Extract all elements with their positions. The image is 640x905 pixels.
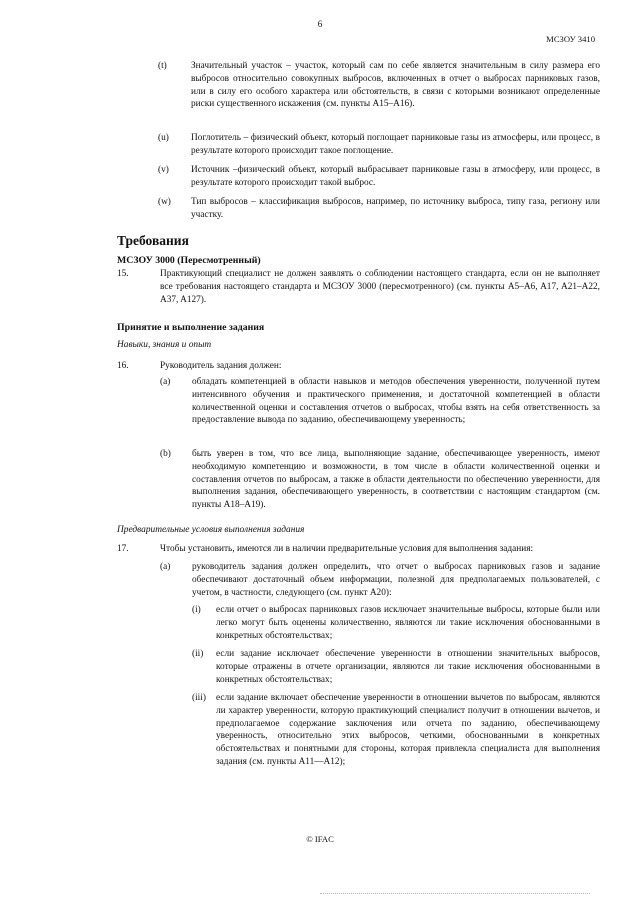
item-text: обладать компетенцией в области навыков и методов обеспечения уверенности, полученной путем интенсивного обучения и практического применения, и достаточной компетенцией в области количественной оценки и составления отчетов о выбросах, чтобы взять на себя ответственность за предоставление вывода по заданию, обеспечивающему уверенность; — [192, 377, 600, 426]
paragraph-number: 17. — [117, 544, 129, 554]
item-text: руководитель задания должен определить, что отчет о выбросах парниковых газов и задание обеспечивают достаточный объем информации, полезной для предполагаемых пользователей, с учетом, в частности, следующего (см. пункт A20): — [192, 562, 600, 598]
page-edge-line — [320, 893, 590, 894]
subsection-title: МСЗОУ 3000 (Пересмотренный) — [117, 255, 261, 266]
subitem-text: если задание включает обеспечение уверенности в отношении вычетов по выбросам, являются ли характер уверенности, которую практикующий специалист получит в отношении вычетов, и предполагаемое содержание заключения или отчета по заданию, обеспечивающему уверенность, относительно этих выбросов, четкими, обоснованными в конкретных обстоятельствах и понятными для стороны, которая привлекла специалиста для выполнения задания (см. пункты A11—A12); — [216, 693, 600, 768]
paragraph-15 — [117, 268, 600, 306]
definition-text: Источник –физический объект, который выбрасывает парниковые газы в атмосферу, или процесс, в результате которого происходит такой выброс. — [191, 165, 600, 188]
definition-label: (u) — [158, 133, 169, 143]
definition-text: Поглотитель – физический объект, который поглощает парниковые газы из атмосферы, или процесс, в результате которого происходит такое поглощение. — [191, 133, 600, 156]
item-label: (b) — [160, 449, 171, 459]
item-16b — [160, 448, 600, 512]
definition-t — [155, 60, 600, 111]
definition-w — [155, 196, 600, 222]
section-title: Требования — [117, 233, 189, 248]
item-label: (a) — [160, 377, 171, 387]
subitem-label: (ii) — [192, 649, 204, 659]
paragraph-text: Практикующий специалист не должен заявлять о соблюдении настоящего стандарта, если он не выполняет все требования настоящего стандарта и МСЗОУ 3000 (пересмотренного) (см. пункты A5–A6, A17, A21–A22, A37, A127). — [160, 269, 600, 305]
paragraph-number: 15. — [117, 269, 129, 279]
definition-text: Значительный участок – участок, который сам по себе является значительным в силу размера его выбросов относительно совокупных выбросов, включенных в отчет о выбросах парниковых газов, или в силу его особого характера или обстоятельств, в связи с которыми возникают определенные риски существенного искажения (см. пункты A15–A16). — [191, 61, 600, 110]
paragraph-17 — [117, 543, 600, 556]
subitem-iii — [192, 692, 600, 769]
subitem-text: если отчет о выбросах парниковых газов исключает значительные выбросы, которые были или легко могут быть оценены количественно, являются ли такие исключения обоснованными в конкретных обстоятельствах; — [216, 605, 600, 641]
subitem-label: (iii) — [192, 693, 206, 703]
definition-label: (t) — [158, 61, 167, 71]
standard-code: МСЗОУ 3410 — [546, 34, 595, 44]
definition-v — [155, 164, 600, 190]
subitem-label: (i) — [192, 605, 201, 615]
definition-label: (w) — [158, 197, 171, 207]
paragraph-16 — [117, 360, 600, 373]
page-number: 6 — [317, 19, 323, 29]
item-text: быть уверен в том, что все лица, выполняющие задание, обеспечивающее уверенность, имеют необходимую компетенцию и возможности, в том числе в области количественной оценки и составления отчетов по выбросам, а также в области деятельности по обеспечению уверенности, для выполнения задания, обеспечивающего уверенность, в соответствии с настоящим стандартом (см. пункты A18–A19). — [192, 449, 600, 511]
definition-u — [155, 132, 600, 158]
subitem-i — [192, 604, 600, 642]
item-label: (a) — [160, 562, 171, 572]
footer-copyright: © IFAC — [306, 834, 334, 844]
paragraph-intro: Руководитель задания должен: — [160, 361, 282, 371]
heading-skills: Навыки, знания и опыт — [117, 340, 212, 350]
heading-acceptance: Принятие и выполнение задания — [117, 322, 265, 333]
paragraph-number: 16. — [117, 361, 129, 371]
paragraph-intro: Чтобы установить, имеются ли в наличии предварительные условия для выполнения задания: — [160, 544, 534, 554]
heading-preconditions: Предварительные условия выполнения задания — [117, 525, 305, 535]
subitem-text: если задание исключает обеспечение уверенности в отношении значительных выбросов, которые отражены в отчете организации, являются ли такие исключения обоснованными в конкретных обстоятельствах; — [216, 649, 600, 685]
item-16a — [160, 376, 600, 427]
definition-text: Тип выбросов – классификация выбросов, например, по источнику выброса, типу газа, региону или участку. — [191, 197, 600, 220]
subitem-ii — [192, 648, 600, 686]
definition-label: (v) — [158, 165, 169, 175]
item-17a — [160, 561, 600, 599]
